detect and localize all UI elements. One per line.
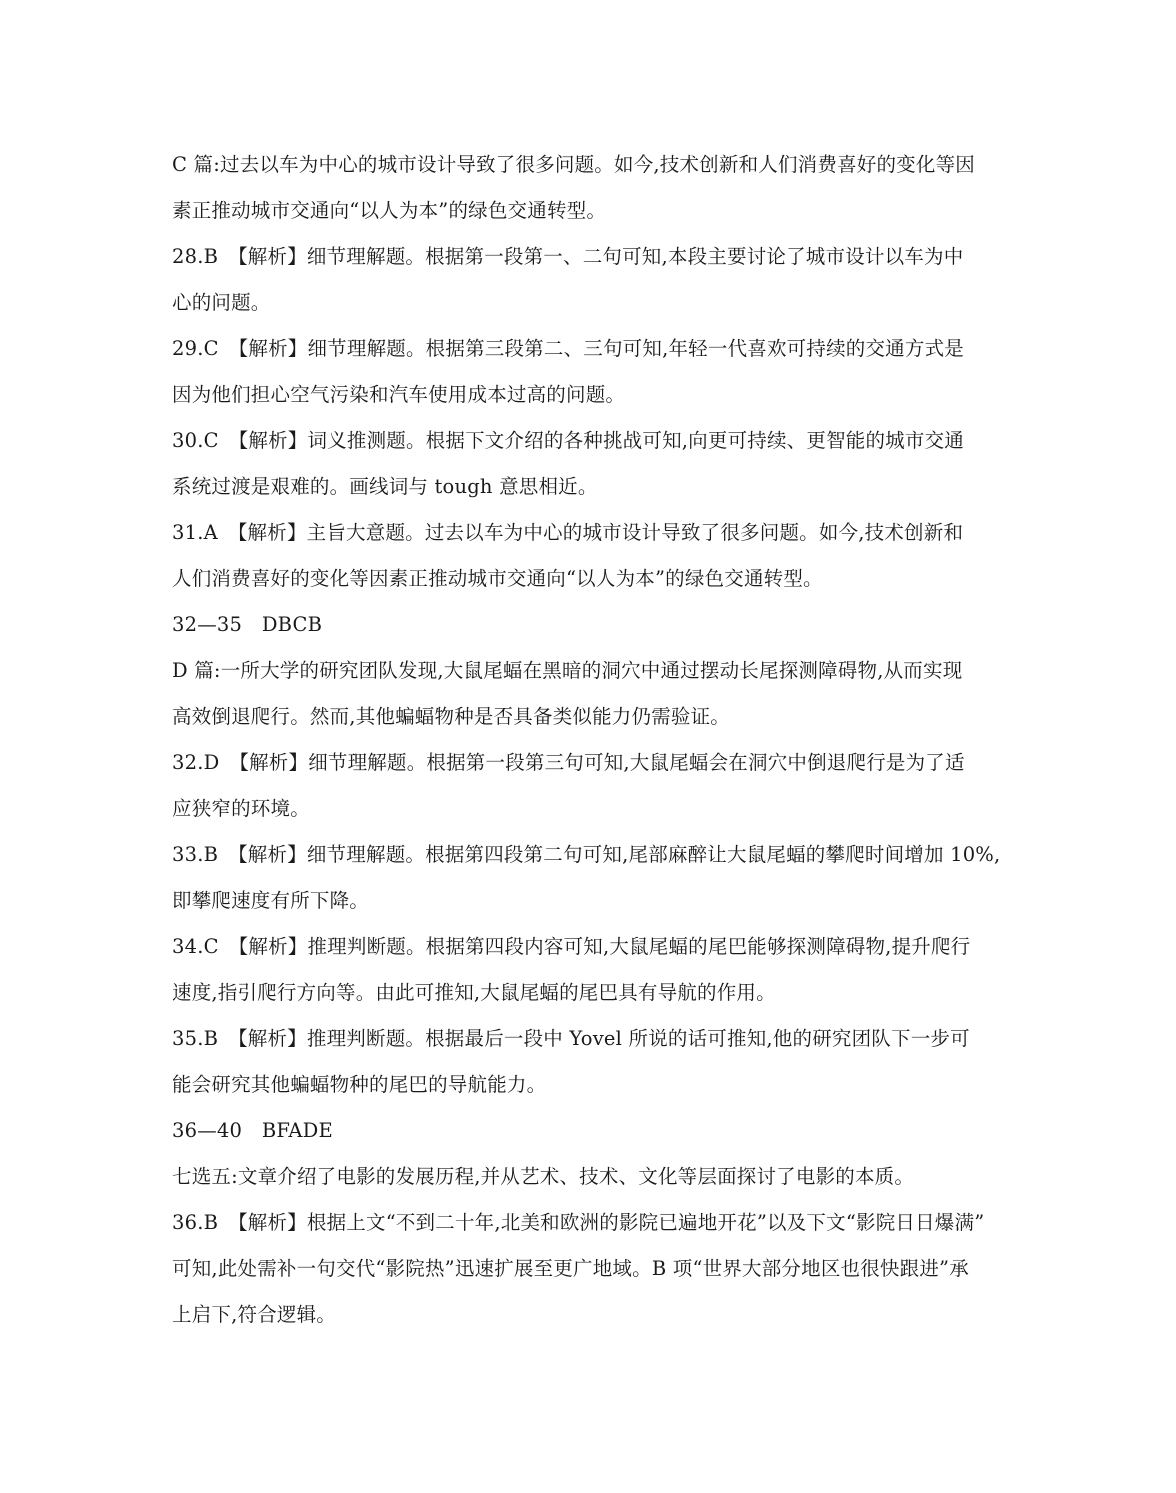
answer-29-line-1: 29.C 【解析】细节理解题。根据第三段第二、三句可知,年轻一代喜欢可持续的交通方式是	[172, 337, 964, 360]
answer-31-line-1: 31.A 【解析】主旨大意题。过去以车为中心的城市设计导致了很多问题。如今,技术创新和	[172, 521, 964, 544]
answer-33-line-1: 33.B 【解析】细节理解题。根据第四段第二句可知,尾部麻醉让大鼠尾蝠的攀爬时间增加 10%,	[172, 843, 1001, 866]
passage-c-summary-line-2: 素正推动城市交通向“以人为本”的绿色交通转型。	[172, 199, 607, 222]
answer-35-line-2: 能会研究其他蝙蝠物种的尾巴的导航能力。	[172, 1073, 547, 1096]
passage-c-summary-line-1: C 篇:过去以车为中心的城市设计导致了很多问题。如今,技术创新和人们消费喜好的变化等因	[172, 153, 975, 176]
answer-36-line-1: 36.B 【解析】根据上文“不到二十年,北美和欧洲的影院已遍地开花”以及下文“影院日日爆满”	[172, 1211, 985, 1234]
answer-28-line-1: 28.B 【解析】细节理解题。根据第一段第一、二句可知,本段主要讨论了城市设计以车为中	[172, 245, 964, 268]
answer-32-line-1: 32.D 【解析】细节理解题。根据第一段第三句可知,大鼠尾蝠会在洞穴中倒退爬行是为了适	[172, 751, 965, 774]
answer-36-line-3: 上启下,符合逻辑。	[172, 1303, 336, 1326]
answer-35-line-1: 35.B 【解析】推理判断题。根据最后一段中 Yovel 所说的话可推知,他的研究团队下一步可	[172, 1027, 970, 1050]
answers-36-40: 36—40 BFADE	[172, 1119, 333, 1142]
answer-36-line-2: 可知,此处需补一句交代“影院热”迅速扩展至更广地域。B 项“世界大部分地区也很快跟进”承	[172, 1257, 969, 1280]
passage-d-summary-line-1: D 篇:一所大学的研究团队发现,大鼠尾蝠在黑暗的洞穴中通过摆动长尾探测障碍物,从而实现	[172, 659, 963, 682]
seven-choose-five-summary: 七选五:文章介绍了电影的发展历程,并从艺术、技术、文化等层面探讨了电影的本质。	[172, 1165, 915, 1188]
answer-34-line-1: 34.C 【解析】推理判断题。根据第四段内容可知,大鼠尾蝠的尾巴能够探测障碍物,提升爬行	[172, 935, 971, 958]
answer-32-line-2: 应狭窄的环境。	[172, 797, 310, 820]
answers-32-35: 32—35 DBCB	[172, 613, 323, 636]
answer-30-line-2: 系统过渡是艰难的。画线词与 tough 意思相近。	[172, 475, 598, 498]
answer-28-line-2: 心的问题。	[172, 291, 271, 314]
answer-key-page	[172, 150, 1032, 1330]
passage-d-summary-line-2: 高效倒退爬行。然而,其他蝙蝠物种是否具备类似能力仍需验证。	[172, 705, 730, 728]
answer-30-line-1: 30.C 【解析】词义推测题。根据下文介绍的各种挑战可知,向更可持续、更智能的城市交通	[172, 429, 964, 452]
answer-33-line-2: 即攀爬速度有所下降。	[172, 889, 370, 912]
answer-34-line-2: 速度,指引爬行方向等。由此可推知,大鼠尾蝠的尾巴具有导航的作用。	[172, 981, 776, 1004]
answer-31-line-2: 人们消费喜好的变化等因素正推动城市交通向“以人为本”的绿色交通转型。	[172, 567, 823, 590]
answer-29-line-2: 因为他们担心空气污染和汽车使用成本过高的问题。	[172, 383, 626, 406]
